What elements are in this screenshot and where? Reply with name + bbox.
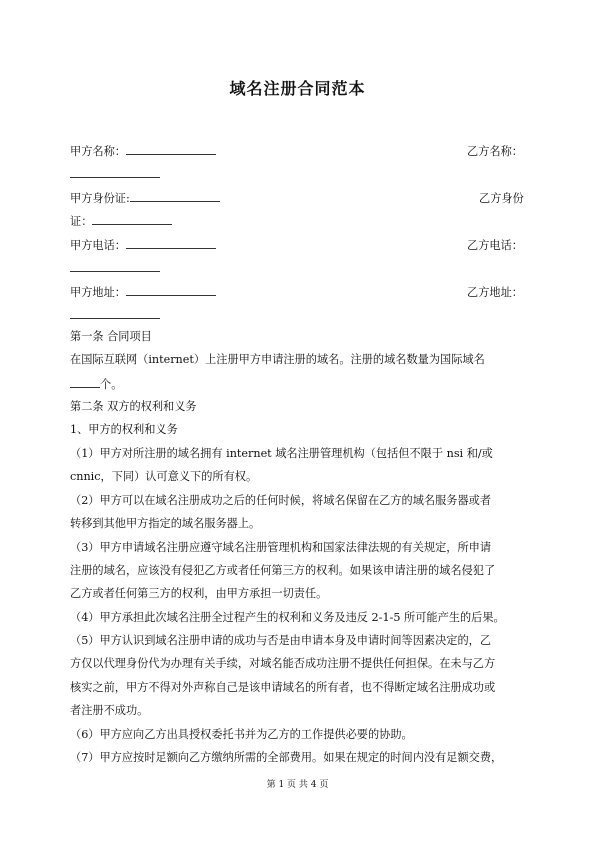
page-footer: 第 1 页 共 4 页 xyxy=(266,780,329,790)
clause-line: 乙方或者任何第三方的权利，由甲方承担一切责任。 xyxy=(70,587,328,600)
clause-line: cnnic，下同）认可意义下的所有权。 xyxy=(70,470,258,483)
party-b-id-label-wrap: 证： xyxy=(70,215,93,228)
clause-line: （4）甲方承担此次域名注册全过程产生的权利和义务及违反 2-1-5 所可能产生的后果。 xyxy=(70,611,505,624)
party-b-phone-blank-row xyxy=(70,260,525,276)
party-a-address-label: 甲方地址： xyxy=(70,286,126,299)
party-b-address-blank xyxy=(70,307,160,319)
party-b-name-blank-row xyxy=(70,166,525,182)
clause-line: 转移到其他甲方指定的域名服务器上。 xyxy=(70,517,261,530)
section-1-title: 1、甲方的权利和义务 xyxy=(70,423,178,436)
clause-line: 注册的域名，应该没有侵犯乙方或者任何第三方的权利。如果该申请注册的域名侵犯了 xyxy=(70,564,496,577)
party-a-name-row xyxy=(70,143,525,159)
party-b-name-label: 乙方名称： xyxy=(467,145,523,158)
party-b-id-row xyxy=(70,213,525,229)
article-1-unit: 个。 xyxy=(100,378,123,391)
party-b-address-label: 乙方地址： xyxy=(467,286,523,299)
clause-line: （2）甲方可以在域名注册成功之后的任何时候，将域名保留在乙方的域名服务器或者 xyxy=(70,494,492,507)
party-b-id-blank xyxy=(92,213,172,225)
clause-line: （3）甲方申请域名注册应遵守域名注册管理机构和国家法律法规的有关规定，所申请 xyxy=(70,541,492,554)
party-a-phone-label: 甲方电话： xyxy=(70,239,126,252)
party-a-id-label: 甲方身份证: xyxy=(70,192,130,205)
clause-line: （6）甲方应向乙方出具授权委托书并为乙方的工作提供必要的协助。 xyxy=(70,728,413,741)
party-b-id-label: 乙方身份 xyxy=(479,192,524,205)
party-b-phone-blank xyxy=(70,260,160,272)
party-a-name-blank xyxy=(126,143,216,155)
article-1-title: 第一条 合同项目 xyxy=(70,330,152,343)
domain-count-blank xyxy=(70,376,100,388)
clause-line: （1）甲方对所注册的域名拥有 internet 域名注册管理机构（包括但不限于 nsi 和/或 xyxy=(70,447,493,460)
party-a-address-blank xyxy=(126,284,216,296)
clause-line: 核实之前，甲方不得对外声称自己是该申请域名的所有者，也不得断定域名注册成功或 xyxy=(70,681,496,694)
party-a-phone-blank xyxy=(126,237,216,249)
party-a-address-row xyxy=(70,284,525,300)
clause-line: 者注册不成功。 xyxy=(70,704,149,717)
clause-line: （5）甲方认识到域名注册申请的成功与否是由申请本身及申请时间等因素决定的，乙 xyxy=(70,634,492,647)
article-1-paragraph-cont xyxy=(70,376,525,392)
article-2-title: 第二条 双方的权利和义务 xyxy=(70,400,197,413)
party-b-address-blank-row xyxy=(70,307,525,323)
document-title: 域名注册合同范本 xyxy=(229,79,366,98)
party-a-id-row xyxy=(70,190,525,206)
clause-line: （7）甲方应按时足额向乙方缴纳所需的全部费用。如果在规定的时间内没有足额交费， xyxy=(70,751,503,764)
article-1-paragraph: 在国际互联网（internet）上注册甲方申请注册的域名。注册的域名数量为国际域名 xyxy=(70,353,485,366)
party-b-phone-label: 乙方电话： xyxy=(467,239,523,252)
party-b-name-blank xyxy=(70,166,160,178)
clause-line: 方仅以代理身份代为办理有关手续，对域名能否成功注册不提供任何担保。在未与乙方 xyxy=(70,657,496,670)
party-a-phone-row xyxy=(70,237,525,253)
party-a-name-label: 甲方名称： xyxy=(70,145,126,158)
party-a-id-blank xyxy=(130,190,220,202)
